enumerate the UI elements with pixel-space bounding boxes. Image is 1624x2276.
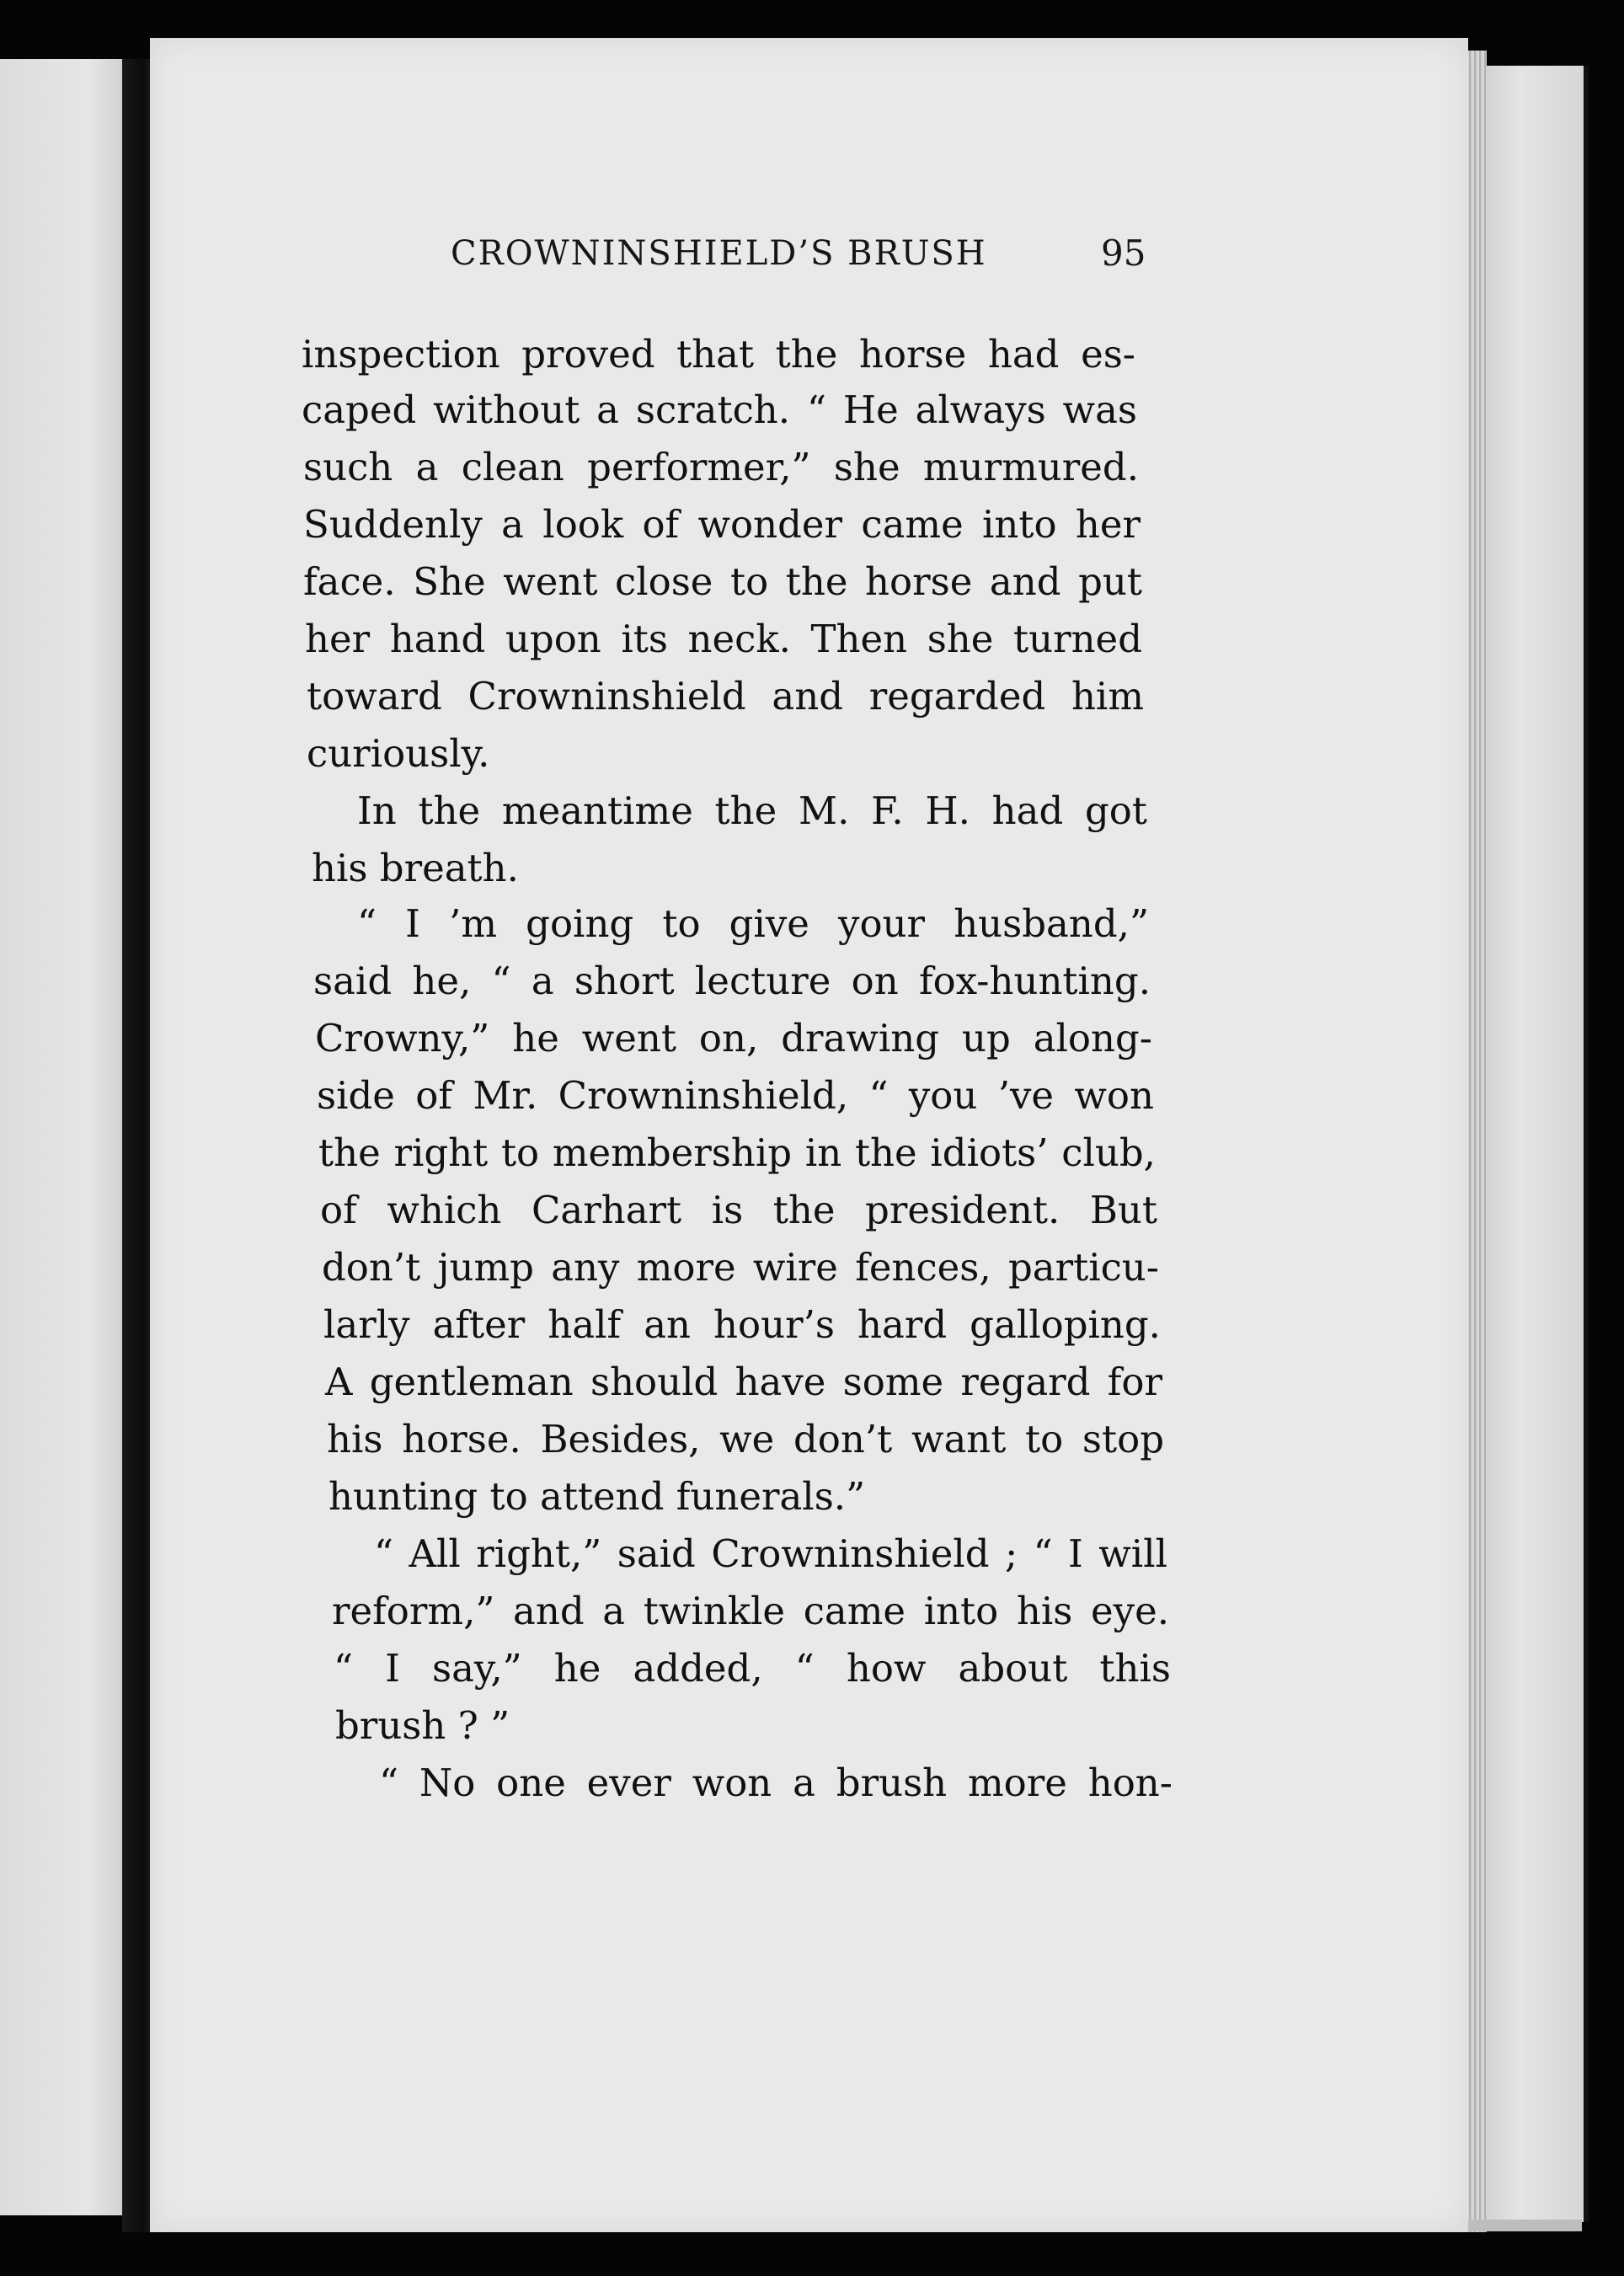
text-line: such a clean performer,” she murmured. — [303, 445, 1139, 489]
text-line: reform,” and a twinkle came into his eye. — [332, 1589, 1169, 1633]
text-line: “ No one ever won a brush more hon- — [379, 1760, 1173, 1805]
text-line: side of Mr. Crowninshield, “ you ’ve won — [317, 1073, 1154, 1118]
text-line: toward Crowninshield and regarded him — [307, 674, 1144, 719]
text-line: larly after half an hour’s hard galloping. — [323, 1302, 1161, 1347]
text-line: curiously. — [307, 731, 490, 776]
text-line: brush ? ” — [335, 1703, 510, 1748]
text-line: don’t jump any more wire fences, particu- — [322, 1245, 1159, 1290]
page-number: 95 — [1101, 232, 1146, 274]
text-line: Crowny,” he went on, drawing up along- — [315, 1016, 1152, 1061]
text-line: said he, “ a short lecture on fox-hunting. — [313, 959, 1151, 1003]
text-line: In the meantime the M. F. H. had got — [357, 788, 1147, 833]
text-line: her hand upon its neck. Then she turned — [305, 617, 1142, 661]
text-line: of which Carhart is the president. But — [320, 1188, 1157, 1232]
text-line: “ All right,” said Crowninshield ; “ I will — [374, 1531, 1167, 1576]
text-line: inspection proved that the horse had es- — [302, 332, 1135, 377]
text-line: caped without a scratch. “ He always was — [302, 387, 1137, 432]
text-line: the right to membership in the idiots’ club, — [318, 1130, 1156, 1175]
text-line: “ I ’m going to give your husband,” — [357, 901, 1149, 946]
book-cover-edge — [1478, 66, 1589, 2222]
text-line: hunting to attend funerals.” — [329, 1474, 866, 1519]
text-line: Suddenly a look of wonder came into her — [303, 502, 1141, 547]
text-line: his horse. Besides, we don’t want to stop — [327, 1417, 1164, 1461]
facing-page-edge — [0, 59, 126, 2215]
text-line: face. She went close to the horse and put — [303, 559, 1142, 604]
text-line: his breath. — [312, 846, 519, 890]
text-line: “ I say,” he added, “ how about this — [334, 1646, 1171, 1691]
running-head: CROWNINSHIELD’S BRUSH — [451, 234, 987, 273]
text-line: A gentleman should have some regard for — [325, 1360, 1162, 1404]
